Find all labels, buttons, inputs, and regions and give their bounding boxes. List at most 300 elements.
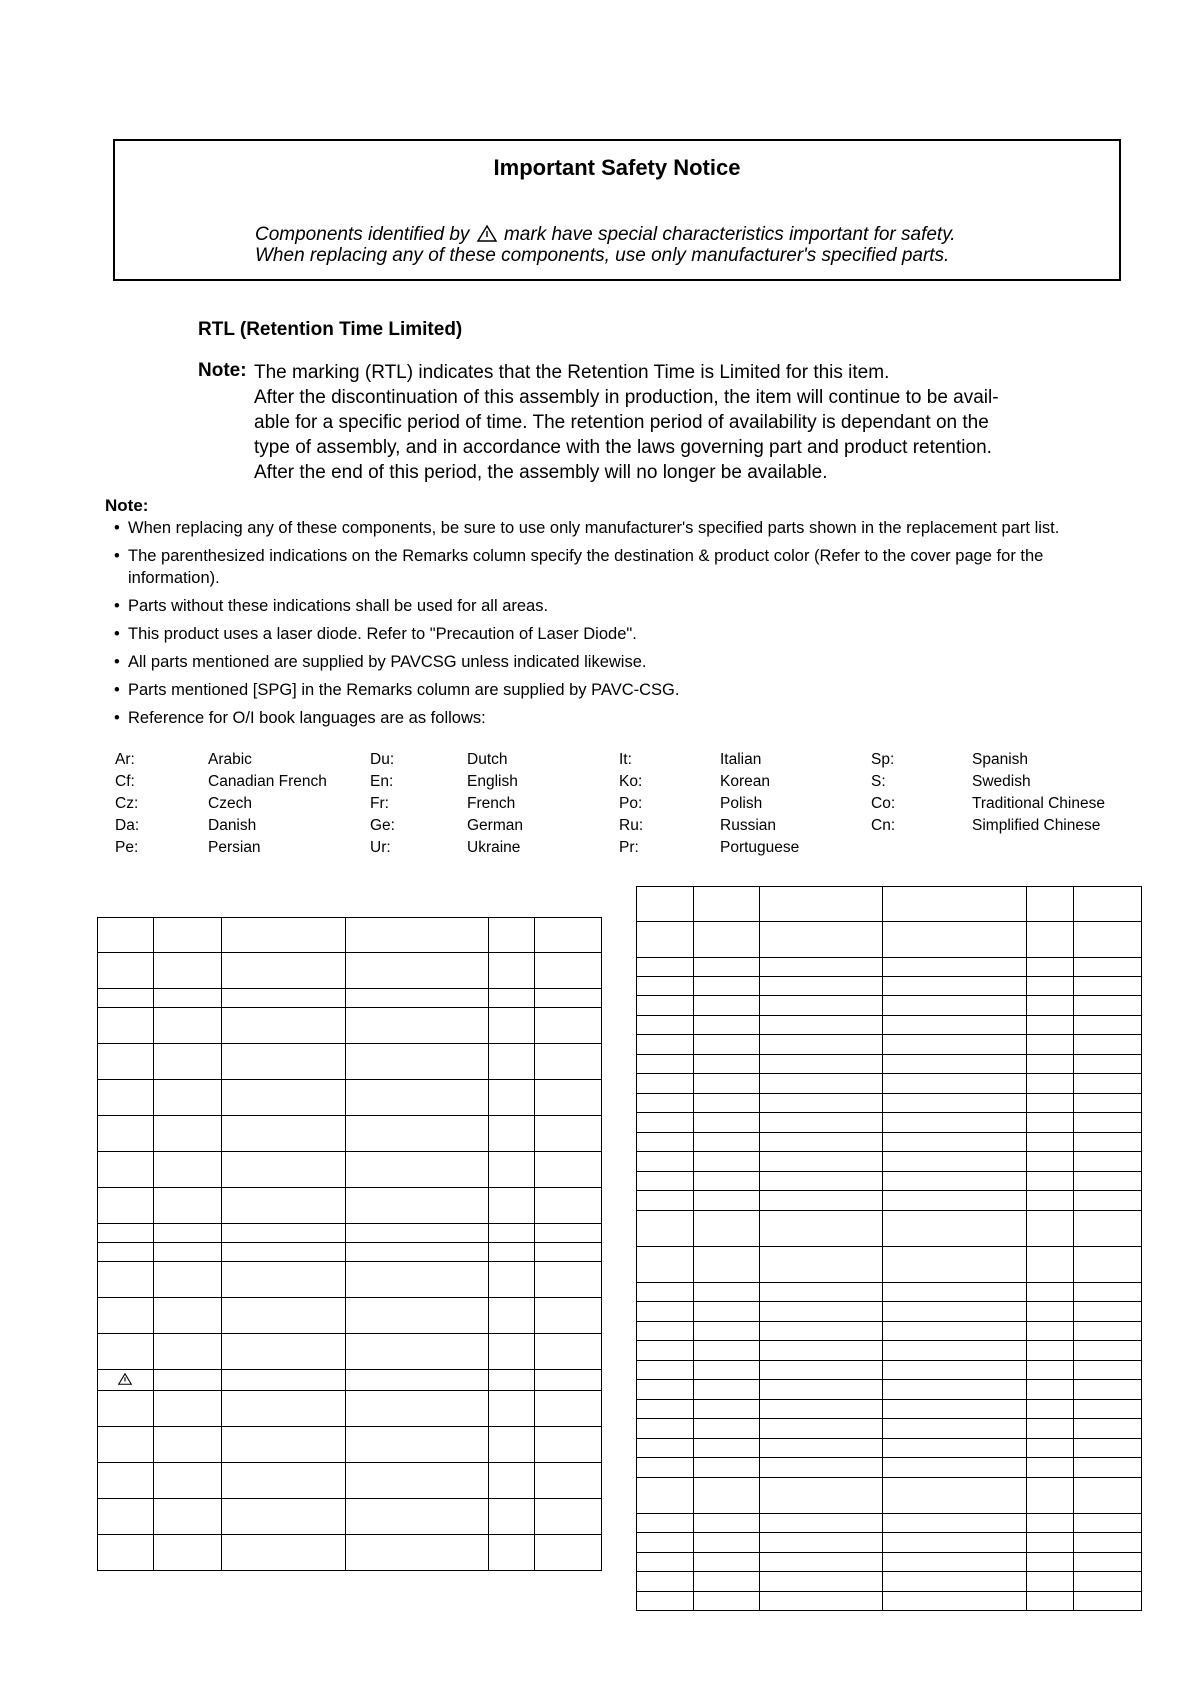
table-cell [153,1391,221,1427]
table-cell [759,1439,883,1458]
table-cell [693,1322,759,1341]
table-cell [1074,1211,1142,1247]
table-cell [1027,1191,1074,1211]
table-cell [759,1533,883,1553]
table-cell [345,953,489,989]
table-cell [637,1094,694,1113]
table-cell [883,1572,1027,1592]
language-code: Fr: [370,795,389,812]
table-cell [759,1016,883,1035]
table-cell [759,1592,883,1611]
table-row [98,1116,602,1152]
table-cell [1074,1419,1142,1439]
table-cell [883,1302,1027,1322]
table-cell [221,1298,345,1334]
table-cell [883,1172,1027,1191]
table-cell [1027,1055,1074,1074]
table-cell [883,887,1027,922]
language-code: It: [619,751,632,768]
language-code: Po: [619,795,643,812]
table-cell [1027,1458,1074,1478]
table-cell [1074,1113,1142,1133]
table-cell [1027,996,1074,1016]
table-cell [221,1427,345,1463]
table-cell [221,1535,345,1571]
table-cell [637,1247,694,1283]
language-code: En: [370,773,394,790]
table-cell [693,887,759,922]
table-cell [637,1211,694,1247]
table-cell [883,1341,1027,1361]
table-cell [98,1243,154,1262]
table-cell [1027,1553,1074,1572]
table-cell [153,918,221,953]
table-cell [1074,1133,1142,1152]
table-cell [153,1262,221,1298]
table-cell [1027,1439,1074,1458]
table-cell [637,1113,694,1133]
language-name: German [467,817,523,834]
table-cell [693,1094,759,1113]
table-cell [637,1283,694,1302]
table-cell [1074,1055,1142,1074]
table-row [98,1262,602,1298]
table-cell [759,922,883,958]
table-cell [535,1080,602,1116]
table-cell [345,1116,489,1152]
table-cell [1074,1016,1142,1035]
table-cell [883,1458,1027,1478]
language-name: Korean [720,773,770,790]
table-cell [1027,1172,1074,1191]
table-cell [1074,887,1142,922]
table-row [637,1458,1142,1478]
table-cell [693,1419,759,1439]
table-cell [1074,1322,1142,1341]
table-cell [153,1243,221,1262]
table-cell [535,1116,602,1152]
table-cell [489,1188,535,1224]
table-cell [759,1553,883,1572]
table-row [637,1074,1142,1094]
table-cell [489,1243,535,1262]
table-row [637,1419,1142,1439]
language-name: Swedish [972,773,1031,790]
language-code: Ge: [370,817,395,834]
language-name: Arabic [208,751,252,768]
language-code: Ar: [115,751,135,768]
notes-label: Note: [105,496,149,515]
language-name: Dutch [467,751,508,768]
warning-triangle-icon [118,1373,132,1385]
table-cell [693,1302,759,1322]
table-cell [1074,1191,1142,1211]
table-cell [98,1080,154,1116]
table-cell [98,1499,154,1535]
table-cell [637,1553,694,1572]
table-cell [759,977,883,996]
table-cell [759,1400,883,1419]
table-cell [637,1478,694,1514]
language-name: Portuguese [720,839,800,856]
language-code: Ru: [619,817,644,834]
table-row [98,1370,602,1391]
table-cell [637,1152,694,1172]
rtl-note-line: able for a specific period of time. The retention period of availability is dependant on the [254,412,989,433]
table-cell [883,1035,1027,1055]
table-cell [883,996,1027,1016]
table-cell [759,1380,883,1400]
table-cell [1027,958,1074,977]
table-cell [759,887,883,922]
language-code: Da: [115,817,140,834]
table-cell [489,1334,535,1370]
table-cell [693,1592,759,1611]
table-row [637,996,1142,1016]
table-cell [693,1035,759,1055]
table-cell [883,1055,1027,1074]
language-code: Pr: [619,839,639,856]
table-cell [637,1361,694,1380]
table-row [637,1172,1142,1191]
table-cell [693,1211,759,1247]
table-cell [221,1044,345,1080]
table-cell [637,1400,694,1419]
table-cell [153,1116,221,1152]
table-cell [693,1055,759,1074]
language-code: Cf: [115,773,135,790]
table-cell [883,1094,1027,1113]
language-code: Sp: [871,751,895,768]
table-row [98,1152,602,1188]
table-cell [345,1334,489,1370]
table-cell [759,958,883,977]
table-cell [153,1188,221,1224]
language-code: Cn: [871,817,896,834]
table-cell [345,1008,489,1044]
table-cell [98,1262,154,1298]
table-cell [883,1113,1027,1133]
table-cell [345,1463,489,1499]
table-cell [759,1035,883,1055]
table-cell [535,989,602,1008]
table-cell [153,1224,221,1243]
table-cell [489,918,535,953]
table-cell [637,1439,694,1458]
table-cell [98,989,154,1008]
safety-line1-after: mark have special characteristics important for safety. [503,224,956,245]
table-cell [1074,1361,1142,1380]
table-row [637,1211,1142,1247]
table-cell [759,1572,883,1592]
table-cell [221,1463,345,1499]
table-cell [153,953,221,989]
table-cell [1074,1247,1142,1283]
language-name: Ukraine [467,839,521,856]
table-cell [535,1535,602,1571]
table-cell [1074,958,1142,977]
safety-notice-box [113,139,1121,281]
table-cell [489,1298,535,1334]
table-cell [1074,1283,1142,1302]
table-row [637,1094,1142,1113]
left-parts-table [97,917,602,1571]
table-row [637,977,1142,996]
table-cell [1074,922,1142,958]
table-row [637,1247,1142,1283]
table-cell [1027,1322,1074,1341]
table-cell [489,1116,535,1152]
rtl-note-line: The marking (RTL) indicates that the Retention Time is Limited for this item. [254,362,890,383]
table-cell [489,1262,535,1298]
table-cell [693,1016,759,1035]
table-row [637,1400,1142,1419]
table-cell [759,996,883,1016]
table-row [98,1298,602,1334]
table-cell [759,1094,883,1113]
table-cell [98,1334,154,1370]
table-row [98,1243,602,1262]
table-cell [883,922,1027,958]
table-cell [1074,1458,1142,1478]
language-code: S: [871,773,886,790]
table-row [98,918,602,953]
table-cell [759,1302,883,1322]
table-row [637,887,1142,922]
table-cell [693,1152,759,1172]
table-cell [1074,1074,1142,1094]
rtl-heading: RTL (Retention Time Limited) [198,319,463,340]
table-cell [345,1044,489,1080]
table-cell [98,1152,154,1188]
table-cell [345,918,489,953]
table-row [637,1380,1142,1400]
table-cell [883,1152,1027,1172]
table-cell [345,1370,489,1391]
rtl-note-text [254,360,999,485]
table-cell [693,922,759,958]
table-cell [637,977,694,996]
table-cell [98,1463,154,1499]
table-cell [98,1535,154,1571]
table-cell [98,1391,154,1427]
table-cell [153,1298,221,1334]
table-cell [1027,1094,1074,1113]
table-cell [637,1172,694,1191]
table-cell [221,989,345,1008]
table-cell [153,1463,221,1499]
safety-line1-before: Components identified by [255,224,470,245]
table-cell [535,1298,602,1334]
note-item: • Parts without these indications shall be used for all areas. [112,595,1134,617]
table-cell [1074,1152,1142,1172]
table-cell [489,1427,535,1463]
table-cell [535,1370,602,1391]
table-cell [637,1458,694,1478]
table-cell [1074,1341,1142,1361]
table-cell [693,977,759,996]
table-cell [153,1080,221,1116]
table-cell [489,1080,535,1116]
table-cell [489,989,535,1008]
table-cell [153,1535,221,1571]
table-row [637,1439,1142,1458]
table-cell [345,1391,489,1427]
table-cell [1027,1211,1074,1247]
table-cell [693,1572,759,1592]
table-cell [693,1074,759,1094]
table-cell [693,958,759,977]
table-cell [1074,1553,1142,1572]
table-cell [1027,1592,1074,1611]
warning-triangle-icon [477,225,497,242]
table-cell [693,1361,759,1380]
table-cell [98,1188,154,1224]
table-row [637,1302,1142,1322]
table-cell [883,1133,1027,1152]
language-code: Ko: [619,773,643,790]
table-cell [345,1298,489,1334]
table-cell [637,922,694,958]
table-cell [489,1044,535,1080]
table-cell [535,1262,602,1298]
table-row [637,1055,1142,1074]
table-cell [221,1499,345,1535]
language-name: Traditional Chinese [972,795,1105,812]
table-cell [693,996,759,1016]
table-cell [221,1334,345,1370]
table-cell [535,1427,602,1463]
table-cell [759,1247,883,1283]
table-row [637,1341,1142,1361]
table-row [637,1133,1142,1152]
table-cell [535,1334,602,1370]
table-cell [759,1133,883,1152]
table-cell [693,1514,759,1533]
table-cell [1074,1094,1142,1113]
table-cell [693,1458,759,1478]
table-cell [693,1533,759,1553]
table-row [637,1361,1142,1380]
table-cell [1027,1400,1074,1419]
table-cell [883,1533,1027,1553]
table-cell [489,1224,535,1243]
table-cell [883,1211,1027,1247]
table-cell [98,1224,154,1243]
note-item: • Reference for O/I book languages are as follows: [112,707,1134,729]
table-cell [345,1152,489,1188]
table-cell [637,1191,694,1211]
safety-line2: When replacing any of these components, use only manufacturer's specified parts. [255,245,950,266]
language-name: Persian [208,839,261,856]
table-row [637,1478,1142,1514]
table-cell [759,1283,883,1302]
table-cell [153,1334,221,1370]
table-cell [759,1113,883,1133]
table-row [98,1535,602,1571]
table-cell [693,1247,759,1283]
table-cell [1027,1247,1074,1283]
table-cell [221,1116,345,1152]
language-name: Italian [720,751,762,768]
table-cell [883,1514,1027,1533]
table-cell [221,1224,345,1243]
note-item: • When replacing any of these components, be sure to use only manufacturer's specified parts shown in the replacement part list. [112,517,1134,539]
table-cell [759,1341,883,1361]
table-cell [345,1499,489,1535]
table-row [637,1514,1142,1533]
table-cell [221,953,345,989]
rtl-note-label: Note: [198,360,247,381]
table-cell [221,1008,345,1044]
table-cell [637,1322,694,1341]
table-cell [1074,1514,1142,1533]
table-cell [98,1116,154,1152]
table-cell [153,989,221,1008]
note-item: • Parts mentioned [SPG] in the Remarks column are supplied by PAVC-CSG. [112,679,1134,701]
note-item: • This product uses a laser diode. Refer to "Precaution of Laser Diode". [112,623,1134,645]
table-cell [1027,1152,1074,1172]
table-cell [693,1172,759,1191]
table-row [637,922,1142,958]
table-cell [759,1514,883,1533]
table-cell [98,1044,154,1080]
table-row [98,1427,602,1463]
table-cell [1027,1380,1074,1400]
table-cell [535,1243,602,1262]
table-row [637,1283,1142,1302]
table-cell [1074,1035,1142,1055]
table-cell [883,1247,1027,1283]
table-cell [637,1341,694,1361]
table-cell [221,1080,345,1116]
table-cell [759,1322,883,1341]
table-cell [489,1008,535,1044]
table-cell [693,1191,759,1211]
language-name: Canadian French [208,773,327,790]
table-cell [489,1535,535,1571]
table-cell [1027,1572,1074,1592]
table-cell [535,953,602,989]
table-cell [1027,1419,1074,1439]
language-name: Polish [720,795,763,812]
table-cell [883,1074,1027,1094]
rtl-note-line: type of assembly, and in accordance with the laws governing part and product retention. [254,437,992,458]
language-name: Danish [208,817,257,834]
table-cell [153,1152,221,1188]
table-cell [759,1055,883,1074]
table-cell [1027,887,1074,922]
safety-notice-text [255,224,956,266]
table-cell [1027,1514,1074,1533]
table-cell [535,1044,602,1080]
table-row [98,1463,602,1499]
table-cell [489,1370,535,1391]
table-cell [1027,977,1074,996]
table-cell [153,1370,221,1391]
table-cell [693,1553,759,1572]
table-cell [759,1361,883,1380]
table-cell [1074,1380,1142,1400]
table-row [637,1592,1142,1611]
table-cell [1074,1172,1142,1191]
table-cell [221,1152,345,1188]
note-item: • All parts mentioned are supplied by PAVCSG unless indicated likewise. [112,651,1134,673]
table-cell [98,1008,154,1044]
table-cell [345,1080,489,1116]
rtl-note-line: After the discontinuation of this assembly in production, the item will continue to be avail- [254,387,999,408]
language-name: French [467,795,516,812]
